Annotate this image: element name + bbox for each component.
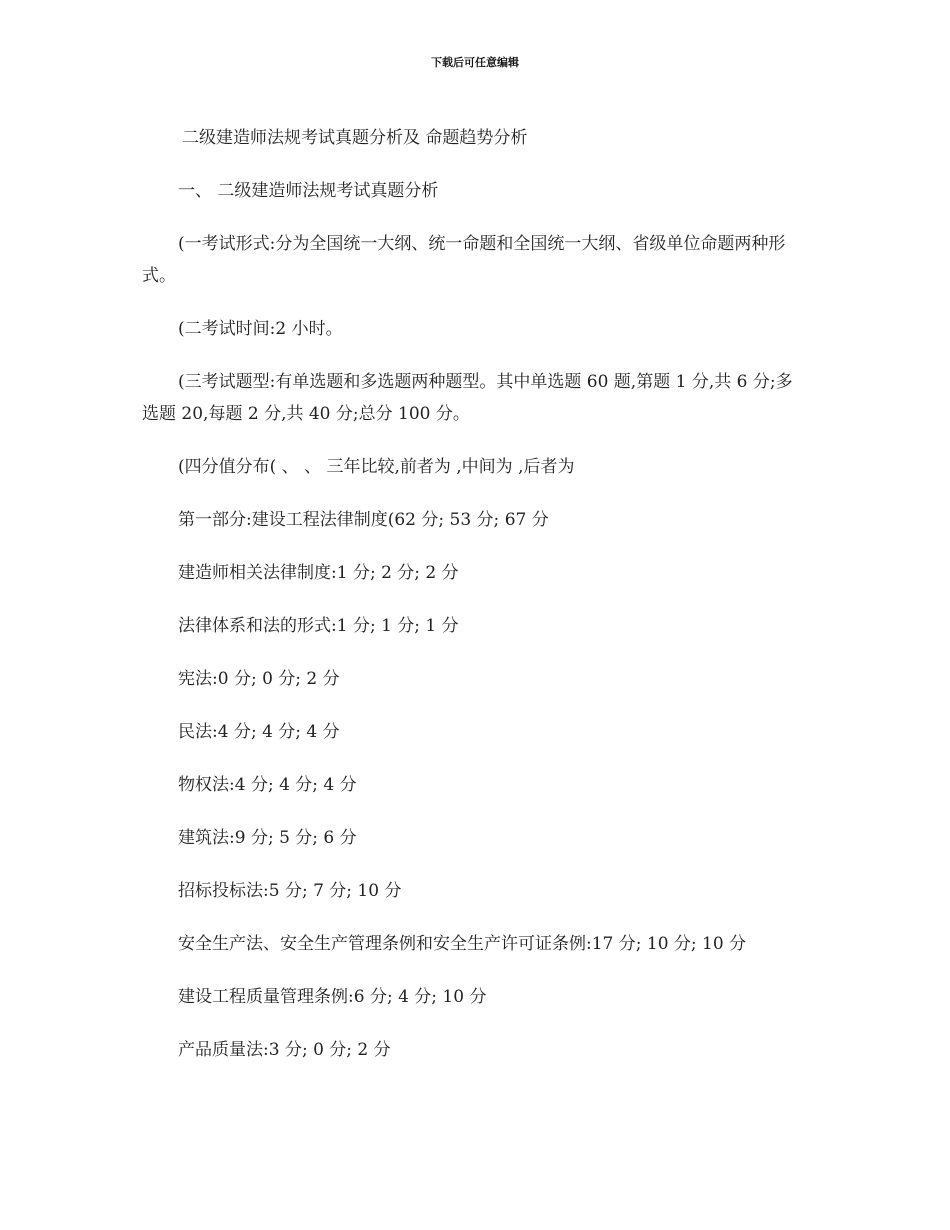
paragraph-exam-format: (一考试形式:分为全国统一大纲、统一命题和全国统一大纲、省级单位命题两种形式。 (142, 234, 786, 286)
list-item: 建筑法:9 分; 5 分; 6 分 (178, 828, 357, 848)
list-item: 民法:4 分; 4 分; 4 分 (178, 722, 340, 742)
document-body (142, 122, 814, 1087)
paragraph-exam-time: (二考试时间:2 小时。 (178, 319, 343, 339)
paragraph-score-distribution: (四分值分布( 、 、 三年比较,前者为 ,中间为 ,后者为 (178, 457, 575, 477)
list-item: 物权法:4 分; 4 分; 4 分 (178, 775, 357, 795)
section-heading: 一、 二级建造师法规考试真题分析 (178, 181, 439, 201)
list-item: 法律体系和法的形式:1 分; 1 分; 1 分 (178, 616, 459, 636)
list-item: 招标投标法:5 分; 7 分; 10 分 (178, 881, 402, 901)
list-item: 第一部分:建设工程法律制度(62 分; 53 分; 67 分 (178, 510, 549, 530)
list-item: 产品质量法:3 分; 0 分; 2 分 (178, 1040, 391, 1060)
list-item: 建设工程质量管理条例:6 分; 4 分; 10 分 (178, 987, 487, 1007)
document-title: 二级建造师法规考试真题分析及 命题趋势分析 (182, 128, 528, 148)
list-item: 安全生产法、安全生产管理条例和安全生产许可证条例:17 分; 10 分; 10 分 (178, 934, 747, 954)
page-header: 下载后可任意编辑 (431, 56, 519, 69)
list-item: 宪法:0 分; 0 分; 2 分 (178, 669, 340, 689)
paragraph-question-types: (三考试题型:有单选题和多选题两种题型。其中单选题 60 题,第题 1 分,共 6 分;多 选题 20,每题 2 分,共 40 分;总分 100 分。 (142, 372, 793, 424)
list-item: 建造师相关法律制度:1 分; 2 分; 2 分 (178, 563, 459, 583)
